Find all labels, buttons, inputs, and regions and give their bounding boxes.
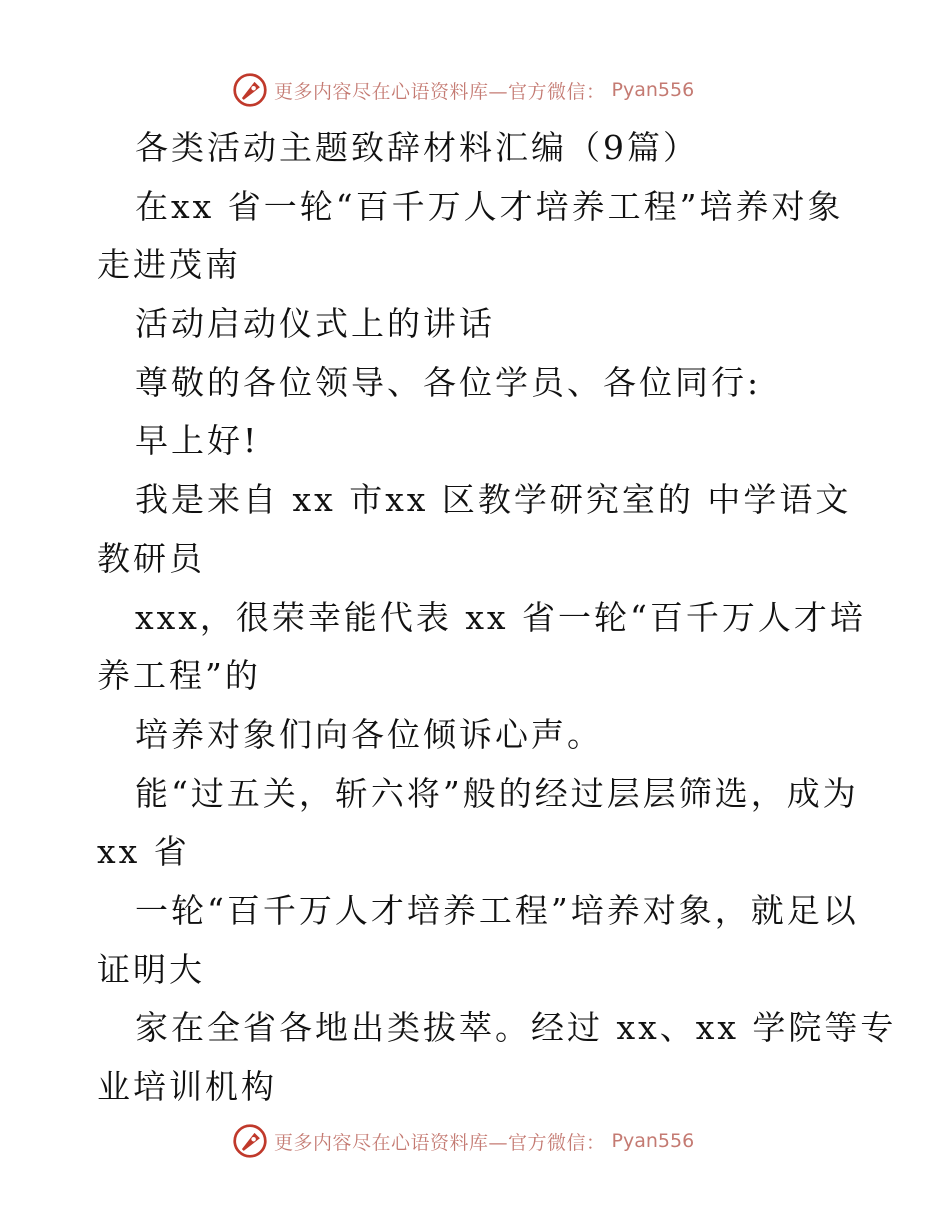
body-line: xx 省 — [97, 832, 190, 872]
body-line: 教研员 — [97, 538, 205, 578]
document-body — [97, 119, 897, 1117]
banner-text: 更多内容尽在心语资料库—官方微信： — [274, 1131, 606, 1154]
body-line: 活动启动仪式上的讲话 — [135, 304, 495, 344]
footer-watermark — [232, 1121, 694, 1161]
greeting-line: 早上好! — [135, 421, 260, 461]
salutation-line: 尊敬的各位领导、各位学员、各位同行: — [135, 362, 762, 402]
body-line: 能“过五关，斩六将”般的经过层层筛选，成为 — [135, 773, 859, 813]
body-line: 家在全省各地出类拔萃。经过 xx、xx 学院等专 — [135, 1008, 897, 1048]
banner-text: 更多内容尽在心语资料库—官方微信： — [274, 80, 606, 103]
body-line: 走进茂南 — [97, 245, 241, 285]
body-line: xxx，很荣幸能代表 xx 省一轮“百千万人才培 — [135, 597, 866, 637]
body-line: 业培训机构 — [97, 1067, 277, 1106]
document-title: 各类活动主题致辞材料汇编（9篇） — [135, 128, 699, 167]
body-line: 证明大 — [97, 949, 205, 989]
body-line: 一轮“百千万人才培养工程”培养对象，就足以 — [135, 890, 859, 930]
banner-wechat-id: Pyan556 — [611, 79, 695, 101]
header-watermark — [232, 70, 694, 110]
banner-wechat-id: Pyan556 — [611, 1130, 695, 1152]
pen-nib-logo-icon — [232, 1123, 268, 1159]
body-line: 在xx 省一轮“百千万人才培养工程”培养对象 — [135, 186, 844, 226]
pen-nib-logo-icon — [232, 72, 268, 108]
body-line: 我是来自 xx 市xx 区教学研究室的 中学语文 — [135, 480, 852, 520]
body-line: 养工程”的 — [97, 656, 261, 696]
body-line: 培养对象们向各位倾诉心声。 — [135, 714, 603, 754]
